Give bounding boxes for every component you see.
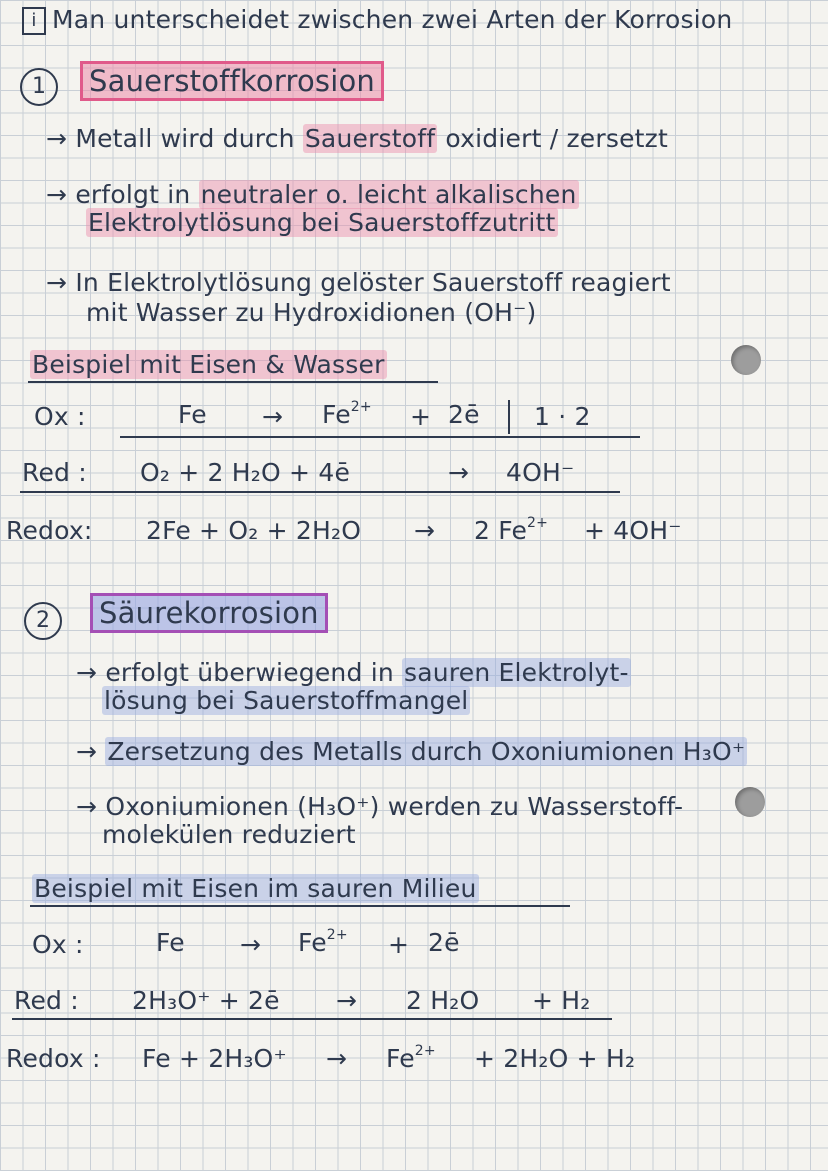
s2-example-title-text: Beispiel mit Eisen im sauren Milieu (34, 874, 477, 903)
s1-bullet3 (46, 268, 671, 298)
arrow-icon: → (46, 124, 68, 153)
s1-red-label: Red : (22, 458, 87, 487)
s1-b2-pre: erfolgt in (75, 180, 199, 209)
s2-b2-text: Zersetzung des Metalls durch Oxoniumionen H₃O⁺ (107, 737, 746, 766)
s1-b3-line1: In Elektrolytlösung gelöster Sauerstoff reagiert (75, 268, 671, 297)
section1-number: 1 (20, 68, 58, 106)
s1-ox-e: 2ē (448, 400, 480, 429)
s2-bullet1-line2 (102, 686, 470, 716)
s2-example-title (32, 874, 479, 904)
s2-red-underline (12, 1018, 612, 1020)
s1-b1-post: oxidiert / zersetzt (437, 124, 669, 153)
s1-b3-line2: mit Wasser zu Hydroxidionen (OH⁻) (86, 298, 537, 327)
section2-title (90, 594, 328, 632)
s1-b2-line2: Elektrolytlösung bei Sauerstoffzutritt (88, 208, 556, 237)
section2-number: 2 (24, 602, 62, 640)
s2-redox-fe (386, 1044, 436, 1074)
s1-redox-arrow: → (414, 516, 436, 545)
info-icon: i (22, 7, 46, 35)
section2-title-text: Säurekorrosion (90, 593, 328, 633)
s1-redox-fe (474, 516, 548, 546)
s2-ox-label: Ox : (32, 930, 84, 959)
s2-ox-right (298, 928, 348, 958)
s1-ox-label: Ox : (34, 402, 86, 431)
s1-bullet3-line2 (86, 298, 536, 328)
s2-red-arrow: → (336, 986, 358, 1015)
s2-ox-plus: + (388, 930, 410, 959)
s1-red-arrow: → (448, 458, 470, 487)
s1-example-title-text: Beispiel mit Eisen & Wasser (32, 350, 385, 379)
arrow-icon: → (46, 268, 68, 297)
section1-title-text: Sauerstoffkorrosion (80, 61, 384, 101)
s1-bullet2-line2 (86, 208, 558, 238)
s1-redox-rest: + 4OH⁻ (584, 516, 682, 545)
s2-b3-line1: Oxoniumionen (H₃O⁺) werden zu Wasserstoff- (105, 792, 684, 821)
s2-b1-line2: lösung bei Sauerstoffmangel (104, 686, 469, 715)
intro-text: Man unterscheidet zwischen zwei Arten der Korrosion (52, 5, 733, 34)
s1-red-underline (20, 491, 620, 493)
s1-ox-underline (120, 436, 640, 438)
s2-ox-left: Fe (156, 928, 185, 957)
s2-bullet3 (76, 792, 683, 822)
s2-b3-line2: molekülen reduziert (102, 820, 356, 849)
s2-redox-fe-base: Fe (386, 1044, 415, 1073)
s2-redox-rest: + 2H₂O + H₂ (474, 1044, 636, 1073)
s1-ox-factor: 1 · 2 (534, 402, 591, 431)
s1-redox-lhs: 2Fe + O₂ + 2H₂O (146, 516, 362, 545)
s2-bullet1 (76, 658, 631, 688)
s2-red-label: Red : (14, 986, 79, 1015)
s1-b1-pre: Metall wird durch (75, 124, 303, 153)
s1-redox-fe-charge: 2+ (527, 515, 549, 531)
s1-red-eq: O₂ + 2 H₂O + 4ē (140, 458, 351, 487)
arrow-icon: → (76, 792, 98, 821)
s2-example-underline (30, 905, 570, 907)
arrow-icon: → (76, 658, 98, 687)
section1-title (80, 62, 384, 100)
arrow-icon: → (76, 737, 98, 766)
punch-hole-top (731, 345, 761, 375)
s1-redox-fe-base: 2 Fe (474, 516, 528, 545)
s1-ox-fe: Fe (322, 400, 351, 429)
s1-example-underline (28, 381, 438, 383)
s2-redox-fe-charge: 2+ (414, 1043, 436, 1059)
s2-redox-lhs: Fe + 2H₃O⁺ (142, 1044, 287, 1073)
s1-bullet1 (46, 124, 668, 154)
s2-bullet2 (76, 737, 747, 767)
s1-ox-charge: 2+ (350, 399, 372, 415)
s1-b2-highlight: neutraler o. leicht alkalischen (200, 180, 577, 209)
s2-redox-label: Redox : (6, 1044, 101, 1073)
s2-ox-arrow: → (240, 930, 262, 959)
s1-bullet2 (46, 180, 579, 210)
s2-bullet3-line2 (102, 820, 356, 850)
s1-red-right: 4OH⁻ (506, 458, 575, 487)
s1-ox-right (322, 400, 372, 430)
s2-red-right: 2 H₂O (406, 986, 480, 1015)
s2-b1-pre: erfolgt überwiegend in (105, 658, 403, 687)
s2-red-eq: 2H₃O⁺ + 2ē (132, 986, 280, 1015)
intro-line (22, 5, 732, 35)
s2-ox-fe: Fe (298, 928, 327, 957)
arrow-icon: → (46, 180, 68, 209)
s2-red-h2: + H₂ (532, 986, 591, 1015)
s1-example-title (30, 350, 387, 380)
punch-hole-bottom (735, 787, 765, 817)
s1-ox-arrow: → (262, 402, 284, 431)
s1-ox-bar (508, 400, 510, 434)
s1-ox-left: Fe (178, 400, 207, 429)
s2-b1-highlight: sauren Elektrolyt- (404, 658, 629, 687)
s1-ox-plus: + (410, 402, 432, 431)
s2-ox-e: 2ē (428, 928, 460, 957)
s1-redox-label: Redox: (6, 516, 93, 545)
s2-redox-arrow: → (326, 1044, 348, 1073)
s2-ox-charge: 2+ (326, 927, 348, 943)
s1-b1-highlight: Sauerstoff (304, 124, 436, 153)
